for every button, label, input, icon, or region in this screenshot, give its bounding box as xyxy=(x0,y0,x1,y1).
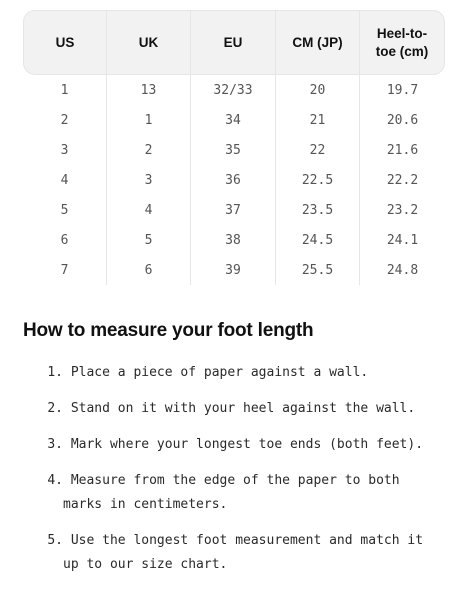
column-header-us: US xyxy=(23,10,107,75)
step-text xyxy=(63,433,443,457)
column-header-cm-jp: CM (JP) xyxy=(276,10,360,75)
table-cell: 24.1 xyxy=(386,232,419,248)
table-cell: 35 xyxy=(191,135,276,165)
table-cell: 23.2 xyxy=(386,202,419,218)
measure-guide-title: How to measure your foot length xyxy=(23,320,314,341)
table-cell: 5 xyxy=(107,225,191,255)
table-cell: 7 xyxy=(23,255,107,285)
table-row xyxy=(23,225,445,255)
table-row xyxy=(23,165,445,195)
table-row xyxy=(23,195,445,225)
column-header-heel-to-toe: Heel-to-toe (cm) xyxy=(360,10,445,75)
list-item xyxy=(23,469,443,517)
step-number: 2. xyxy=(47,401,63,416)
table-row xyxy=(23,255,445,285)
size-chart-header-row xyxy=(23,10,445,75)
table-cell: 39 xyxy=(191,255,276,285)
list-item xyxy=(23,397,443,421)
table-cell: 24.8 xyxy=(386,262,419,278)
table-cell: 3 xyxy=(23,135,107,165)
step-text xyxy=(63,469,443,517)
step-text-content: Mark where your longest toe ends (both feet). xyxy=(70,437,424,452)
table-cell: 34 xyxy=(191,105,276,135)
table-cell: 4 xyxy=(107,195,191,225)
table-cell: 38 xyxy=(191,225,276,255)
table-row xyxy=(23,105,445,135)
table-cell: 6 xyxy=(23,225,107,255)
table-cell: 6 xyxy=(107,255,191,285)
step-number: 3. xyxy=(47,437,63,452)
step-number: 5. xyxy=(47,533,63,548)
table-cell: 4 xyxy=(23,165,107,195)
table-cell: 22.5 xyxy=(276,165,360,195)
column-header-eu: EU xyxy=(191,10,276,75)
step-text xyxy=(63,397,443,421)
table-cell: 24.5 xyxy=(276,225,360,255)
step-text-content: Measure from the edge of the paper to both marks in centimeters. xyxy=(63,473,400,512)
table-cell: 1 xyxy=(107,105,191,135)
table-cell: 2 xyxy=(23,105,107,135)
table-cell: 22 xyxy=(276,135,360,165)
table-cell: 21 xyxy=(276,105,360,135)
table-cell: 1 xyxy=(23,75,107,105)
table-cell: 3 xyxy=(107,165,191,195)
size-chart-table xyxy=(23,10,445,285)
table-cell: 19.7 xyxy=(386,82,419,98)
table-cell: 20.6 xyxy=(386,112,419,128)
size-chart xyxy=(23,10,445,285)
column-header-uk: UK xyxy=(107,10,191,75)
table-cell: 37 xyxy=(191,195,276,225)
table-row xyxy=(23,75,445,105)
step-text-content: Stand on it with your heel against the wall. xyxy=(70,401,416,416)
table-row xyxy=(23,135,445,165)
table-cell: 36 xyxy=(191,165,276,195)
step-text-content: Place a piece of paper against a wall. xyxy=(70,365,369,380)
table-cell: 5 xyxy=(23,195,107,225)
table-cell: 2 xyxy=(107,135,191,165)
step-text-content: Use the longest foot measurement and match it up to our size chart. xyxy=(63,533,424,572)
step-text xyxy=(63,529,443,577)
list-item xyxy=(23,529,443,577)
step-number: 1. xyxy=(47,365,63,380)
table-cell: 25.5 xyxy=(276,255,360,285)
step-text xyxy=(63,361,443,385)
list-item xyxy=(23,361,443,385)
table-cell: 22.2 xyxy=(386,172,419,188)
table-cell: 21.6 xyxy=(386,142,419,158)
list-item xyxy=(23,433,443,457)
table-cell: 13 xyxy=(107,75,191,105)
table-cell: 20 xyxy=(276,75,360,105)
measure-guide-steps xyxy=(23,361,443,589)
table-cell: 23.5 xyxy=(276,195,360,225)
table-cell: 32/33 xyxy=(191,75,276,105)
step-number: 4. xyxy=(47,473,63,488)
